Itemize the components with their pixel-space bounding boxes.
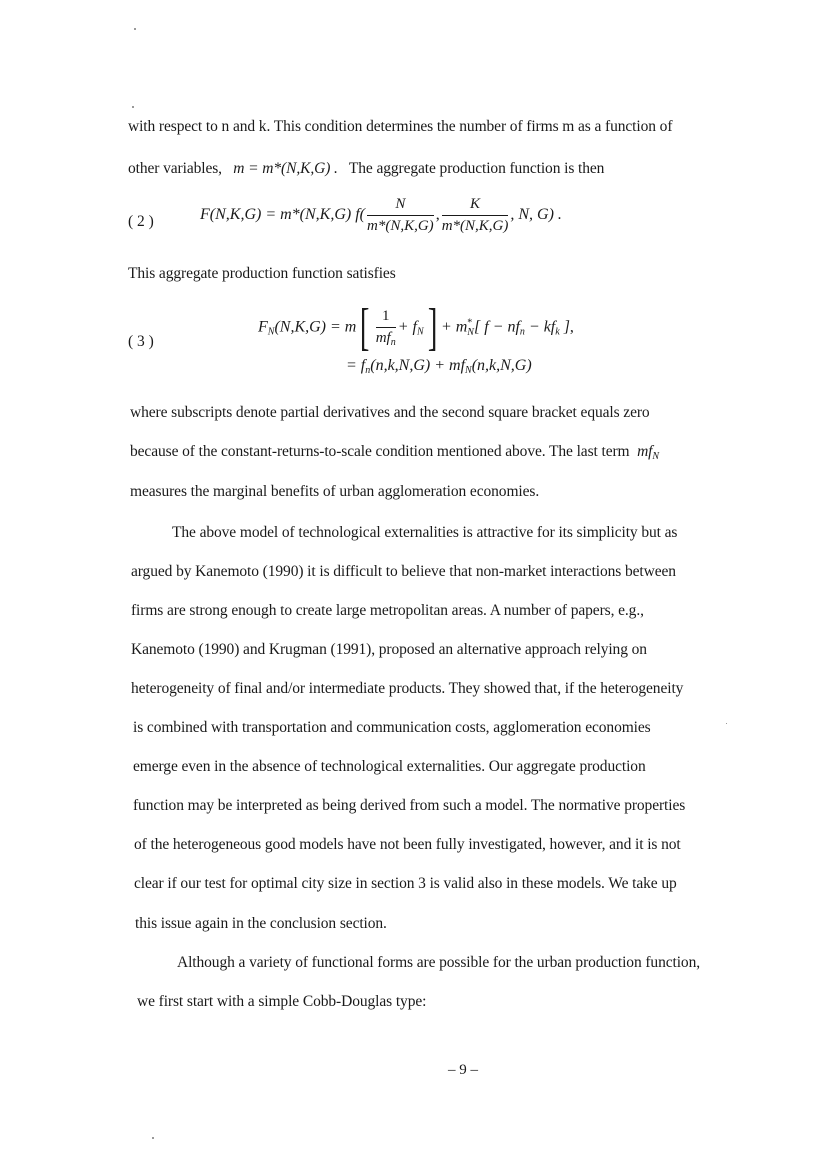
text-line: measures the marginal benefits of urban agglomeration economies. [130,483,540,500]
scan-speck [134,28,136,30]
inline-equation: m = m*(N,K,G) . [233,160,338,177]
scan-speck [726,723,727,724]
text-line: this issue again in the conclusion section. [135,915,387,932]
fraction: $\frac{1}{mf_n}$ [375,308,396,348]
equation-3-line1: $F_N(N,K,G) = m$[ $\frac{1}{mf_n}$ + $f_N] + m^*_N$[ $f - nf_n - kf_k$ ], [258,299,574,356]
text-line: argued by Kanemoto (1990) it is difficult to believe that non-market interactions between [131,563,676,580]
text-line: Although a variety of functional forms are possible for the urban production function, [177,954,700,971]
fraction: $\frac{K}{m*(N,K,G)}$ [441,196,509,234]
text-line: function may be interpreted as being derived from such a model. The normative properties [133,797,686,814]
text-line: firms are strong enough to create large metropolitan areas. A number of papers, e.g., [131,602,644,619]
scan-speck [132,106,134,108]
equation-number: ( 3 ) [128,333,154,350]
text-line: because of the constant-returns-to-scale condition mentioned above. The last term $mf_N$ [130,443,659,462]
text-line: Kanemoto (1990) and Krugman (1991), proposed an alternative approach relying on [131,641,647,658]
text-line: is combined with transportation and communication costs, agglomeration economies [133,719,651,736]
equation-2: F(N,K,G) = m*(N,K,G) f( $\frac{N}{m*(N,K,G)}$ , $\frac{K}{m*(N,K,G)}$ , N, G) . [200,196,562,234]
fraction: $\frac{N}{m*(N,K,G)}$ [367,196,434,234]
scan-speck [152,1137,154,1139]
text-line: heterogeneity of final and/or intermediate products. They showed that, if the heterogeneity [131,680,684,697]
text-line: of the heterogeneous good models have not been fully investigated, however, and it is not [134,836,681,853]
page-number: – 9 – [448,1062,478,1078]
text-line: emerge even in the absence of technological externalities. Our aggregate production [133,758,646,775]
text-line: This aggregate production function satisfies [128,265,396,282]
text-line: The above model of technological externalities is attractive for its simplicity but as [172,524,678,541]
text-line: with respect to n and k. This condition determines the number of firms m as a function of [128,118,673,135]
equation-3-line2: = $f_n(n,k,N,G) + mf_N(n,k,N,G)$ [346,357,532,376]
equation-number: ( 2 ) [128,213,154,230]
text-line: we first start with a simple Cobb-Douglas type: [137,993,427,1010]
text-line: where subscripts denote partial derivatives and the second square bracket equals zero [130,404,650,421]
text-line: other variables, m = m*(N,K,G) . The aggregate production function is then [128,160,605,177]
text-line: clear if our test for optimal city size in section 3 is valid also in these models. We take up [134,875,677,892]
